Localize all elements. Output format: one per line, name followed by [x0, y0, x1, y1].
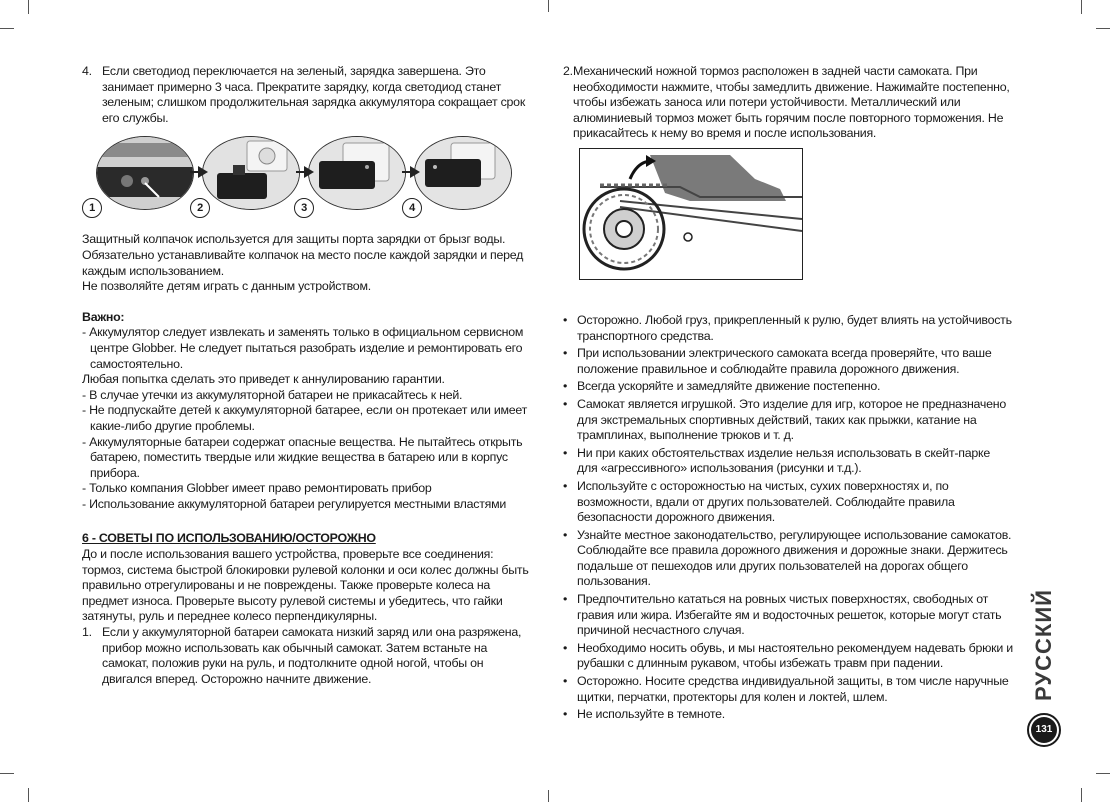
important-item: - Только компания Globber имеет право ремонтировать прибор [82, 481, 432, 496]
crop-mark [1081, 0, 1082, 14]
crop-mark [1096, 773, 1110, 774]
protective-cap-paragraph: Защитный колпачок используется для защиты порта зарядки от брызг воды. Обязательно устанавливайте колпачок на место после каждой зарядки и перед каждым использованием. [82, 232, 524, 278]
charger-led-photo [414, 136, 512, 210]
bullet-icon: • [563, 640, 568, 655]
important-item: - В случае утечки из аккумуляторной батареи не прикасайтесь к ней. [82, 387, 463, 402]
plug-charger-photo [202, 136, 300, 210]
bullet-icon: • [563, 346, 568, 361]
list-item: • Используйте с осторожностью на чистых, сухих поверхностях и, по возможности, вдали от других пользователей. Соблюдайте правила безопасности дорожного движения. [563, 478, 955, 525]
step-badge: 2 [190, 198, 210, 218]
bullet-icon: • [563, 674, 568, 689]
step-4 [82, 64, 530, 126]
step-text: Если у аккумуляторной батареи самоката низкий заряд или она разряжена, прибор можно использовать как обычный самокат. Затем встаньте на самокат, положив руки на руль, и подтолкните одной ногой, чтобы он двигался вперед. Осторожно начните движение. [102, 625, 522, 686]
crop-mark [28, 788, 29, 802]
list-item: • При использовании электрического самоката всегда проверяйте, что ваше положение правильное и соблюдайте правила дорожного движения. [563, 346, 992, 376]
crop-mark [1096, 28, 1110, 29]
right-column [563, 64, 1013, 725]
section-heading: 6 - СОВЕТЫ ПО ИСПОЛЬЗОВАНИЮ/ОСТОРОЖНО [82, 531, 376, 546]
bullet-icon: • [563, 527, 568, 542]
crop-mark [548, 790, 549, 802]
list-item: • Узнайте местное законодательство, регулирующее использование самокатов. Соблюдайте все правила дорожного движения и дорожные знаки. Держитесь подальше от пешеходов или других пользователей на дорогах общего пользования. [563, 527, 1012, 589]
arrow-right-icon [198, 166, 208, 178]
step-number: 2. [563, 64, 573, 78]
list-item: • Осторожно. Носите средства индивидуальной защиты, в том числе наручные щитки, перчатки, протекторы для колен и локтей, шлем. [563, 674, 1009, 704]
step-number: 1. [82, 625, 92, 640]
list-item: • Необходимо носить обувь, и мы настоятельно рекомендуем надевать брюки и рубашки с длинным рукавом, чтобы избежать травм при падении. [563, 640, 1013, 671]
step-text: Механический ножной тормоз расположен в задней части самоката. При необходимости нажмите, чтобы замедлить движение. Нажимайте постепенно, чтобы избежать заноса или потери устойчивости. Металлический или алюминиевый тормоз может быть горячим после повторного торможения. Не прикасайтесь к нему во время и после использования. [573, 64, 1010, 141]
page-number: 131 [1031, 717, 1057, 743]
step-text: Если светодиод переключается на зеленый, зарядка завершена. Это занимает примерно 3 часа. Прекратите зарядку, когда светодиод станет зеленым; слишком продолжительная зарядка аккумулятора сокращает срок его службы. [102, 64, 525, 125]
language-label: РУССКИЙ [1031, 589, 1056, 701]
section-intro: До и после использования вашего устройства, проверьте все соединения: тормоз, система быстрой блокировки рулевой колонки и оси колес должны быть правильно отрегулированы и не повреждены. Также проверьте колеса на предмет износа. Проверьте высоту рулевой системы и убедитесь, что гайки затянуты, руль и переднее колесо перпендикулярны. [82, 547, 529, 624]
bullet-icon: • [563, 707, 568, 722]
arrow-right-icon [304, 166, 314, 178]
bullet-icon: • [563, 379, 568, 394]
list-item: • Всегда ускоряйте и замедляйте движение постепенно. [563, 379, 881, 394]
children-warning: Не позволяйте детям играть с данным устройством. [82, 279, 371, 294]
crop-mark [0, 28, 14, 29]
safety-bullets [563, 313, 1013, 723]
important-item: - Аккумуляторные батареи содержат опасные вещества. Не пытайтесь открыть батарею, поместить твердые или жидкие вещества в батарею или в корпус прибора. [82, 434, 523, 480]
important-item: - Аккумулятор следует извлекать и заменять только в официальном сервисном центре Globber. Не следует пытаться разобрать изделие и ремонтировать его самостоятельно. [82, 325, 524, 371]
important-item: - Использование аккумуляторной батареи регулируется местными властями [82, 496, 507, 511]
bullet-icon: • [563, 478, 568, 493]
charging-port-photo [96, 136, 194, 210]
foot-brake-illustration [579, 148, 803, 280]
charger-wall-photo [308, 136, 406, 210]
bullet-icon: • [563, 396, 568, 411]
arrow-right-icon [410, 166, 420, 178]
step-2 [563, 64, 1013, 142]
list-item: • Предпочтительно кататься на ровных чистых поверхностях, свободных от гравия или жира. Избегайте ям и водосточных решеток, которые могут стать причиной несчастного случая. [563, 592, 1002, 638]
important-item: - Не подпускайте детей к аккумуляторной батарее, если он протекает или имеет какие-либо другие проблемы. [82, 403, 528, 433]
step-badge: 1 [82, 198, 102, 218]
crop-mark [548, 0, 549, 12]
list-item: • Ни при каких обстоятельствах изделие нельзя использовать в скейт-парке для «агрессивного» использования (рисунки и т.д.). [563, 445, 990, 476]
step-number: 4. [82, 64, 92, 78]
important-item: Любая попытка сделать это приведет к аннулированию гарантии. [82, 372, 445, 387]
step-badge: 3 [294, 198, 314, 218]
charging-photos [82, 132, 530, 220]
step-1 [82, 625, 530, 687]
crop-mark [0, 773, 14, 774]
list-item: • Осторожно. Любой груз, прикрепленный к рулю, будет влиять на устойчивость транспортного средства. [563, 312, 1012, 343]
bullet-icon: • [563, 592, 568, 607]
crop-mark [1081, 788, 1082, 802]
list-item: • Самокат является игрушкой. Это изделие для игр, которое не предназначено для экстремальных спортивных действий, таких как прыжки, катание на трамплинах, выполнение трюков и т. д. [563, 396, 1007, 443]
list-item: • Не используйте в темноте. [563, 707, 725, 722]
important-heading: Важно: [82, 309, 125, 324]
left-column [82, 64, 530, 687]
step-badge: 4 [402, 198, 422, 218]
bullet-icon: • [563, 312, 568, 327]
crop-mark [28, 0, 29, 14]
bullet-icon: • [563, 445, 568, 460]
